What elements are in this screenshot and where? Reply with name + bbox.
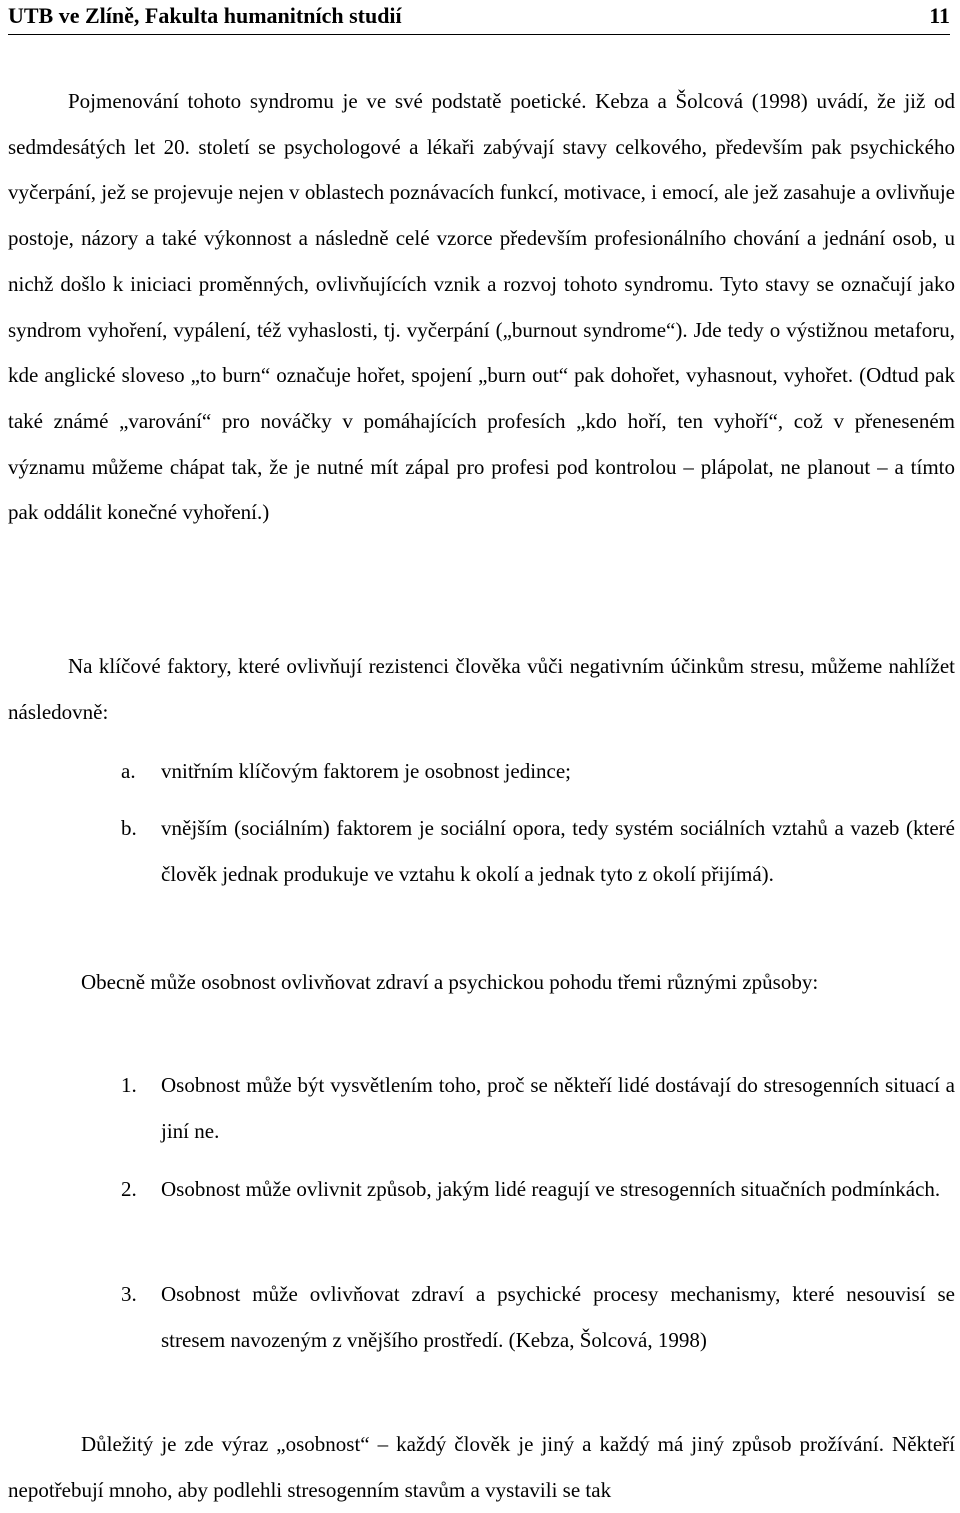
header-title: UTB ve Zlíně, Fakulta humanitních studií: [8, 3, 402, 28]
paragraph-burnout-definition: Pojmenování tohoto syndromu je ve své podstatě poetické. Kebza a Šolcová (1998) uvádí, že již od sedmdesátých let 20. století se psychologové a lékaři zabývají stavy celkového, především pak psychického vyčerpání, jež se projevuje nejen v oblastech poznávacích funkcí, motivace, i emocí, ale jež zasahuje a ovlivňuje postoje, názory a také výkonnost a následně celé vzorce především profesionálního chování a jednání osob, u nichž došlo k iniciaci proměnných, ovlivňujících vznik a rozvoj tohoto syndromu. Tyto stavy se označují jako syndrom vyhoření, vypálení, též vyhaslosti, tj. vyčerpání („burnout syndrome“). Jde tedy o výstižnou metaforu, kde anglické sloveso „to burn“ označuje hořet, spojení „burn out“ pak dohořet, vyhasnout, vyhořet. (Odtud pak také známé „varování“ pro nováčky v pomáhajících profesích „kdo hoří, ten vyhoří“, což v přeneseném významu můžeme chápat tak, že je nutné mít zápal pro profesi pod kontrolou – plápolat, ne planout – a tímto pak oddálit konečné vyhoření.): [8, 89, 955, 525]
list-item-text: Osobnost může ovlivňovat zdraví a psychické procesy mechanismy, které nesouvisí se stresem navozeným z vnějšího prostředí. (Kebza, Šolcová, 1998): [161, 1282, 955, 1352]
paragraph-personality-importance: Důležitý je zde výraz „osobnost“ – každý člověk je jiný a každý má jiný způsob prožívání. Někteří nepotřebují mnoho, aby podlehli stresogenním stavům a vystavili se tak: [8, 1432, 955, 1502]
list-item-text: Osobnost může ovlivnit způsob, jakým lidé reagují ve stresogenních situačních podmínkách.: [161, 1177, 941, 1201]
list-item-b: [121, 806, 955, 897]
list-item-a: [121, 749, 955, 795]
list-marker: a.: [121, 759, 136, 783]
list-item-3: [121, 1272, 955, 1363]
paragraph-personality-ways: Obecně může osobnost ovlivňovat zdraví a psychickou pohodu třemi různými způsoby:: [81, 970, 819, 994]
list-item-text: vnějším (sociálním) faktorem je sociální opora, tedy systém sociálních vztahů a vazeb (které člověk jednak produkuje ve vztahu k okolí a jednak tyto z okolí přijímá).: [161, 816, 955, 886]
paragraph-key-factors: Na klíčové faktory, které ovlivňují rezistenci člověka vůči negativním účinkům stresu, můžeme nahlížet následovně:: [8, 654, 955, 724]
list-item-text: Osobnost může být vysvětlením toho, proč se někteří lidé dostávají do stresogenních situací a jiní ne.: [161, 1073, 955, 1143]
list-item-text: vnitřním klíčovým faktorem je osobnost jedince;: [161, 759, 572, 783]
list-item-2: [121, 1167, 955, 1213]
list-marker: 1.: [121, 1073, 137, 1097]
list-item-1: [121, 1063, 955, 1154]
page-number: 11: [929, 3, 950, 28]
list-marker: b.: [121, 816, 137, 840]
page-header: [8, 0, 950, 35]
list-marker: 2.: [121, 1177, 137, 1201]
list-marker: 3.: [121, 1282, 137, 1306]
